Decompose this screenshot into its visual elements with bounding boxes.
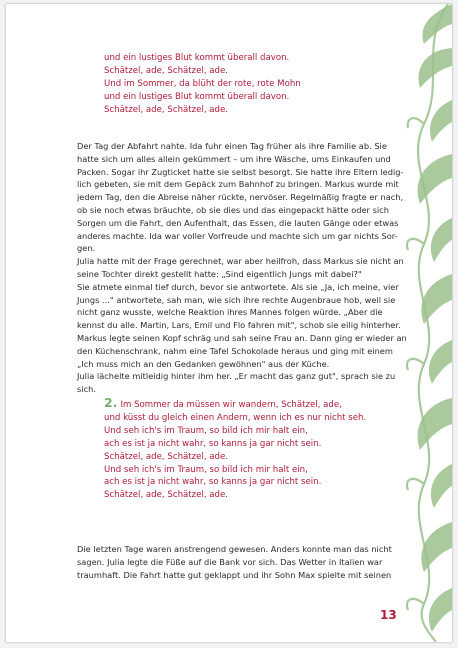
text-line: Jungs ..." antwortete, sah man, wie sich ihre rechte Augenbraue hob, weil sie bbox=[77, 294, 396, 305]
song-line: ach es ist ja nicht wahr, so kanns ja gar nicht sein. bbox=[104, 438, 322, 449]
song-line: und ein lustiges Blut kommt überall davon. bbox=[104, 91, 290, 102]
text-line: Packen. Sogar ihr Zugticket hatte sie selbst besorgt. Sie hatte ihre Eltern ledig- bbox=[77, 166, 404, 177]
text-line: gen. bbox=[77, 243, 96, 254]
text-line: ob sie noch etwas bräuchte, ob sie dies und das eingepackt hätte oder sich bbox=[77, 204, 389, 215]
song-line: Und seh ich's im Traum, so bild ich mir halt ein, bbox=[104, 425, 308, 436]
text-line: Die letzten Tage waren anstrengend gewesen. Anders konnte man das nicht bbox=[77, 544, 392, 554]
text-line: hatte sich um alles allein gekümmert – um ihre Wäsche, ums Einkaufen und bbox=[77, 153, 391, 164]
text-line: den Küchenschrank, nahm eine Tafel Schokolade heraus und ging mit einem bbox=[77, 345, 393, 356]
text-line: seine Tochter direkt gestellt hatte: „Sind eigentlich Jungs mit dabei?" bbox=[77, 268, 362, 279]
song-line: Schätzel, ade, Schätzel, ade. bbox=[104, 65, 229, 76]
song-line: Schätzel, ade, Schätzel, ade. bbox=[104, 490, 229, 501]
text-line: traumhaft. Die Fahrt hatte gut geklappt und ihr Sohn Max spielte mit seinen bbox=[77, 569, 392, 580]
text-line: kennst du alle. Martin, Lars, Emil und Flo fahren mit", schob sie eilig hinterher. bbox=[77, 320, 401, 331]
page-number: 13 bbox=[380, 608, 397, 622]
prose-paragraph bbox=[77, 140, 407, 396]
prose-paragraph bbox=[77, 543, 392, 581]
text-line: Julia lächelte mitleidig hinter ihm her. „Er macht das ganz gut", sprach sie zu bbox=[77, 371, 396, 382]
text-line: sagen. Julia legte die Füße auf die Bank vor sich. Das Wetter in Italien war bbox=[77, 556, 383, 567]
song-line: Schätzel, ade, Schätzel, ade. bbox=[104, 451, 229, 462]
text-line: Markus legte seinen Kopf schräg und sah seine Frau an. Dann ging er wieder an bbox=[77, 332, 407, 343]
text-line: jedem Tag, den die Abreise näher rückte, nervöser. Regelmäßig fragte er nach, bbox=[77, 192, 404, 203]
song-line: und küsst du gleich einen Andern, wenn ich es nur nicht seh. bbox=[104, 412, 367, 423]
song-lyrics-block bbox=[104, 52, 301, 117]
song-line-text: Im Sommer da müssen wir wandern, Schätzel, ade, bbox=[120, 400, 342, 410]
text-line: Sorgen um die Fahrt, den Aufenthalt, das Essen, die lauten Gänge oder etwas bbox=[77, 217, 399, 228]
text-line: Der Tag der Abfahrt nahte. Ida fuhr einen Tag früher als ihre Familie ab. Sie bbox=[77, 141, 387, 151]
song-line: ach es ist ja nicht wahr, so kanns ja gar nicht sein. bbox=[104, 477, 322, 488]
song-line: Schätzel, ade, Schätzel, ade. bbox=[104, 104, 229, 115]
text-line: lich gebeten, sie mit dem Gepäck zum Bahnhof zu bringen. Markus wurde mit bbox=[77, 179, 399, 190]
song-line bbox=[104, 397, 366, 412]
text-line: sich. bbox=[77, 384, 96, 395]
book-page bbox=[6, 4, 452, 642]
text-line: nicht ganz wusste, welche Reaktion ihres Mannes folgen würde. „Aber die bbox=[77, 307, 383, 318]
song-line: Und seh ich's im Traum, so bild ich mir halt ein, bbox=[104, 464, 308, 475]
text-line: anderes machte. Ida war voller Vorfreude und machte sich um gar nichts Sor- bbox=[77, 230, 398, 241]
text-line: Julia hatte mit der Frage gerechnet, war aber heilfroh, dass Markus sie nicht an bbox=[77, 256, 404, 267]
song-verse-2 bbox=[104, 397, 366, 502]
song-line: und ein lustiges Blut kommt überall davon. bbox=[104, 53, 290, 63]
song-line: Und im Sommer, da blüht der rote, rote Mohn bbox=[104, 78, 301, 89]
text-line: „Ich muss mich an den Gedanken gewöhnen" aus der Küche. bbox=[77, 358, 330, 369]
verse-number: 2. bbox=[104, 395, 118, 410]
text-line: Sie atmete einmal tief durch, bevor sie antwortete. Als sie „Ja, ich meine, vier bbox=[77, 281, 399, 292]
